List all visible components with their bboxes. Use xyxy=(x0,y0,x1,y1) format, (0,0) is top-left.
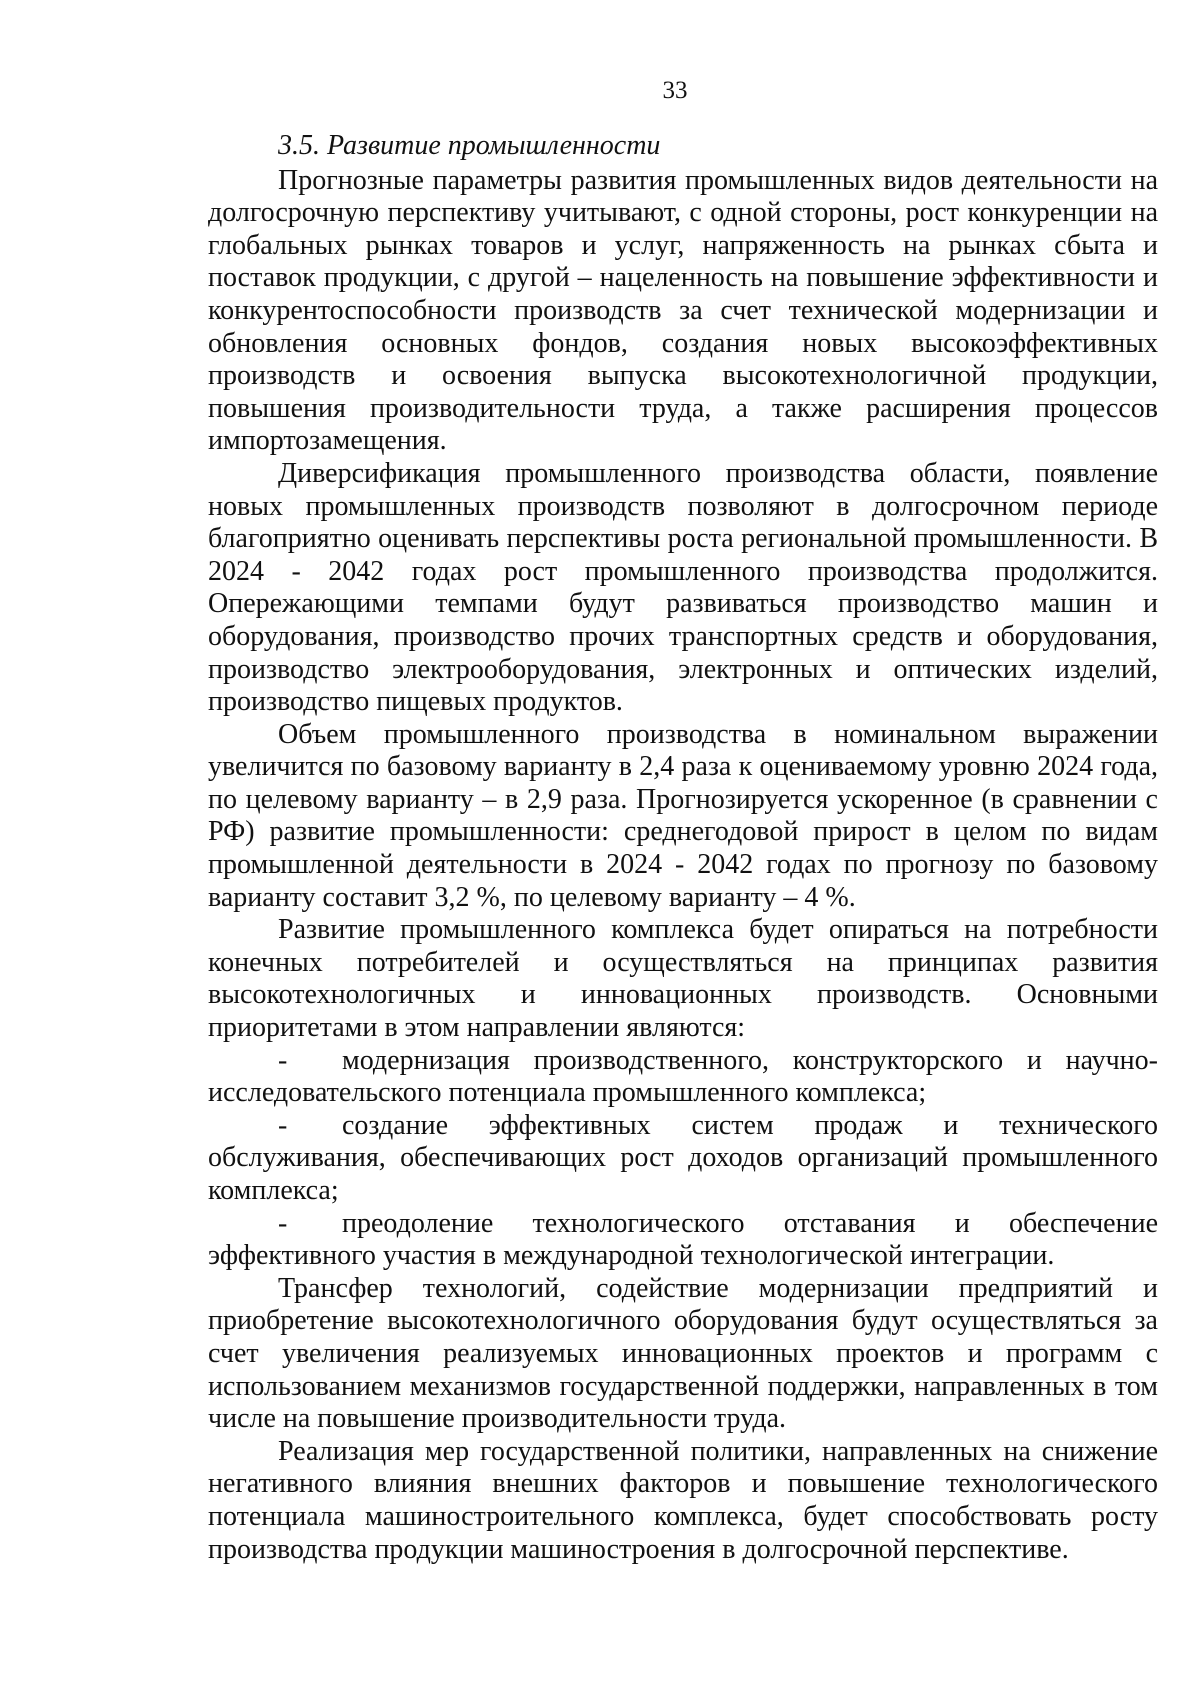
paragraph-state-policy: Реализация мер государственной политики, направленных на снижение негативного влияния внешних факторов и повышение технологического потенциала машиностроительного комплекса, будет способствовать росту производства продукции машиностроения в долгосрочной перспективе. xyxy=(208,1435,1158,1565)
bullet-text: создание эффективных систем продаж и технического обслуживания, обеспечивающих рост доходов организаций промышленного комплекса; xyxy=(208,1109,1158,1206)
bullet-text: модернизация производственного, конструкторского и научно-исследовательского потенциала промышленного комплекса; xyxy=(208,1044,1158,1109)
bullet-marker: - xyxy=(278,1207,288,1239)
bullet-marker: - xyxy=(278,1109,288,1141)
bullet-item-sales-systems xyxy=(208,1110,1158,1208)
bullet-text: преодоление технологического отставания и обеспечение эффективного участия в международной технологической интеграции. xyxy=(208,1207,1158,1272)
bullet-marker: - xyxy=(278,1044,288,1076)
page-content xyxy=(208,130,1158,1566)
paragraph-priorities-intro: Развитие промышленного комплекса будет опираться на потребности конечных потребителей и осуществляться на принципах развития высокотехнологичных и инновационных производств. Основными приоритетами в этом направлении являются: xyxy=(208,914,1158,1044)
bullet-item-modernization xyxy=(208,1045,1158,1110)
paragraph-production-volume: Объем промышленного производства в номинальном выражении увеличится по базовому варианту в 2,4 раза к оцениваемому уровню 2024 года, по целевому варианту – в 2,9 раза. Прогнозируется ускоренное (в сравнении с РФ) развитие промышленности: среднегодовой прирост в целом по видам промышленной деятельности в 2024 - 2042 годах по прогнозу по базовому варианту составит 3,2 %, по целевому варианту – 4 %. xyxy=(208,718,1158,913)
paragraph-diversification: Диверсификация промышленного производства области, появление новых промышленных производств позволяют в долгосрочном периоде благоприятно оценивать перспективы роста региональной промышленности. В 2024 - 2042 годах рост промышленного производства продолжится. Опережающими темпами будут развиваться производство машин и оборудования, производство прочих транспортных средств и оборудования, производство электрооборудования, электронных и оптических изделий, производство пищевых продуктов. xyxy=(208,457,1158,718)
page-number: 33 xyxy=(662,77,688,104)
bullet-item-integration xyxy=(208,1208,1158,1273)
paragraph-forecast-parameters: Прогнозные параметры развития промышленных видов деятельности на долгосрочную перспективу учитывают, с одной стороны, рост конкуренции на глобальных рынках товаров и услуг, напряженность на рынках сбыта и поставок продукции, с другой – нацеленность на повышение эффективности и конкурентоспособности производств за счет технической модернизации и обновления основных фондов, создания новых высокоэффективных производств и освоения выпуска высокотехнологичной продукции, повышения производительности труда, а также расширения процессов импортозамещения. xyxy=(208,164,1158,457)
paragraph-technology-transfer: Трансфер технологий, содействие модернизации предприятий и приобретение высокотехнологичного оборудования будут осуществляться за счет увеличения реализуемых инновационных проектов и программ с использованием механизмов государственной поддержки, направленных в том числе на повышение производительности труда. xyxy=(208,1272,1158,1435)
section-heading: 3.5. Развитие промышленности xyxy=(278,130,661,161)
